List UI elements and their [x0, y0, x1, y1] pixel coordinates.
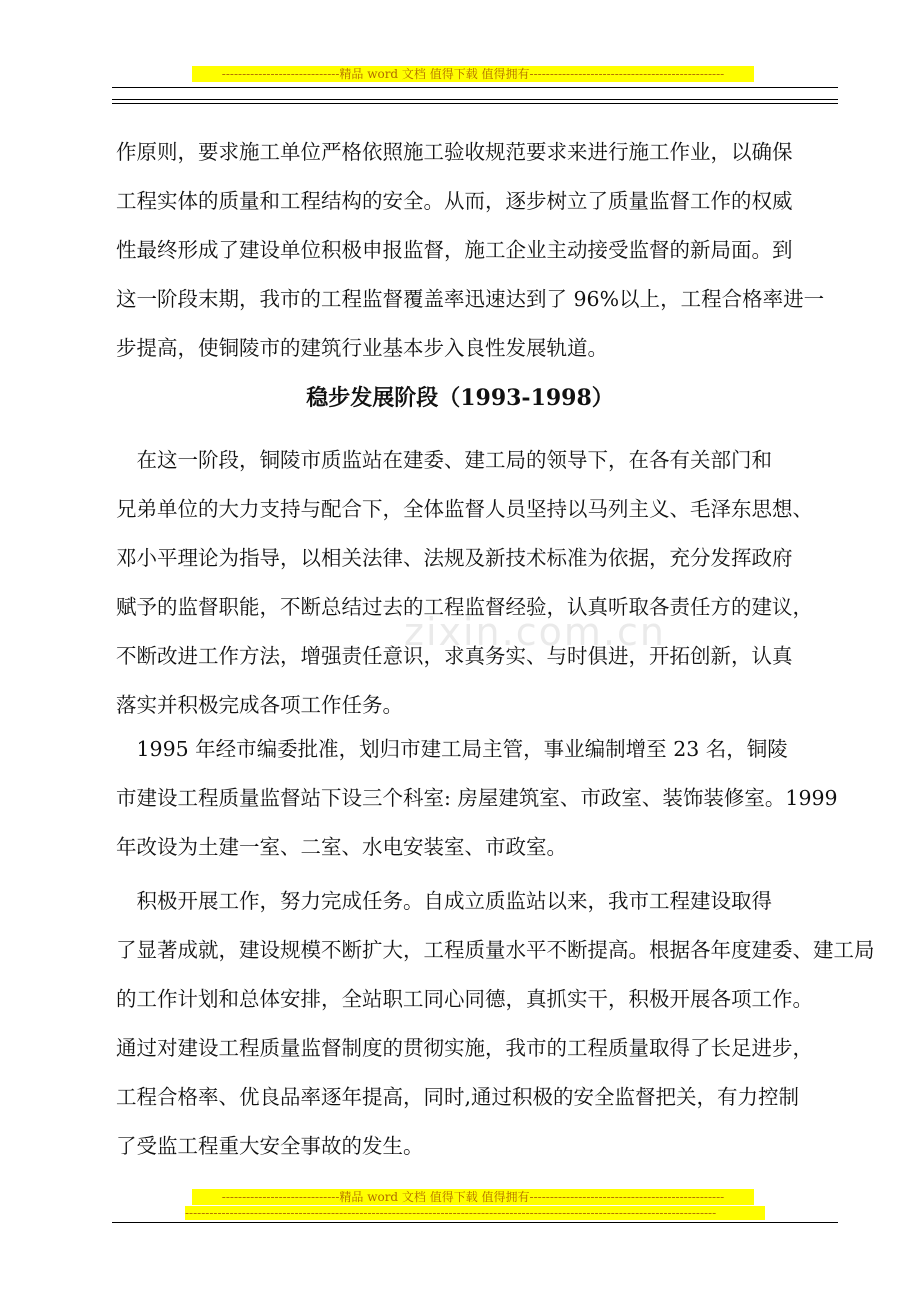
paragraph-line: 兄弟单位的大力支持与配合下，全体监督人员坚持以马列主义、毛泽东思想、 [116, 497, 813, 521]
paragraph-line: 通过对建设工程质量监督制度的贯彻实施，我市的工程质量取得了长足进步， [116, 1036, 813, 1060]
paragraph-4 [116, 877, 875, 1171]
watermark: zixin.com.cn [404, 610, 666, 654]
paragraph-line: 工程实体的质量和工程结构的安全。从而，逐步树立了质量监督工作的权威 [116, 189, 793, 213]
paragraph-line: 步提高，使铜陵市的建筑行业基本步入良性发展轨道。 [116, 336, 608, 360]
paragraph-line: 在这一阶段，铜陵市质监站在建委、建工局的领导下，在各有关部门和 [116, 448, 772, 472]
paragraph-line: 市建设工程质量监督站下设三个科室: 房屋建筑室、市政室、装饰装修室。1999 [116, 786, 838, 810]
paragraph-line: 不断改进工作方法，增强责任意识，求真务实、与时俱进，开拓创新，认真 [116, 644, 793, 668]
header-rule-double-1 [112, 99, 838, 100]
paragraph-line: 了显著成就，建设规模不断扩大，工程质量水平不断提高。根据各年度建委、建工局 [116, 938, 875, 962]
header-rule-double-2 [112, 103, 838, 104]
footer-banner-dashes: ----------------------------------------------------------------------------------------------------------------------------------- [185, 1206, 765, 1220]
paragraph-line: 赋予的监督职能，不断总结过去的工程监督经验，认真听取各责任方的建议， [116, 595, 813, 619]
paragraph-line: 性最终形成了建设单位积极申报监督，施工企业主动接受监督的新局面。到 [116, 238, 793, 262]
paragraph-line: 邓小平理论为指导，以相关法律、法规及新技术标准为依据，充分发挥政府 [116, 546, 793, 570]
paragraph-line: 了受监工程重大安全事故的发生。 [116, 1134, 424, 1158]
paragraph-line: 落实并积极完成各项工作任务。 [116, 693, 403, 717]
paragraph-line: 年改设为土建一室、二室、水电安装室、市政室。 [116, 835, 567, 859]
paragraph-line: 的工作计划和总体安排，全站职工同心同德，真抓实干，积极开展各项工作。 [116, 987, 813, 1011]
paragraph-line: 工程合格率、优良品率逐年提高，同时,通过积极的安全监督把关，有力控制 [116, 1085, 800, 1109]
paragraph-line: 1995 年经市编委批准，划归市建工局主管，事业编制增至 23 名，铜陵 [116, 737, 788, 761]
paragraph-line: 这一阶段末期，我市的工程监督覆盖率迅速达到了 96%以上，工程合格率进一 [116, 287, 825, 311]
paragraph-2 [116, 436, 836, 730]
paragraph-1 [116, 128, 836, 373]
footer-banner: -----------------------------精品 word 文档 值得下载 值得拥有------------------------------------------------ [192, 1189, 754, 1205]
header-banner: -----------------------------精品 word 文档 值得下载 值得拥有------------------------------------------------ [192, 66, 754, 82]
paragraph-line: 积极开展工作，努力完成任务。自成立质监站以来，我市工程建设取得 [116, 889, 772, 913]
header-rule-top [112, 87, 838, 88]
section-heading: 稳步发展阶段（1993-1998） [306, 385, 614, 411]
paragraph-line: 作原则，要求施工单位严格依照施工验收规范要求来进行施工作业，以确保 [116, 140, 793, 164]
paragraph-3 [116, 725, 836, 872]
footer-rule [112, 1222, 838, 1223]
